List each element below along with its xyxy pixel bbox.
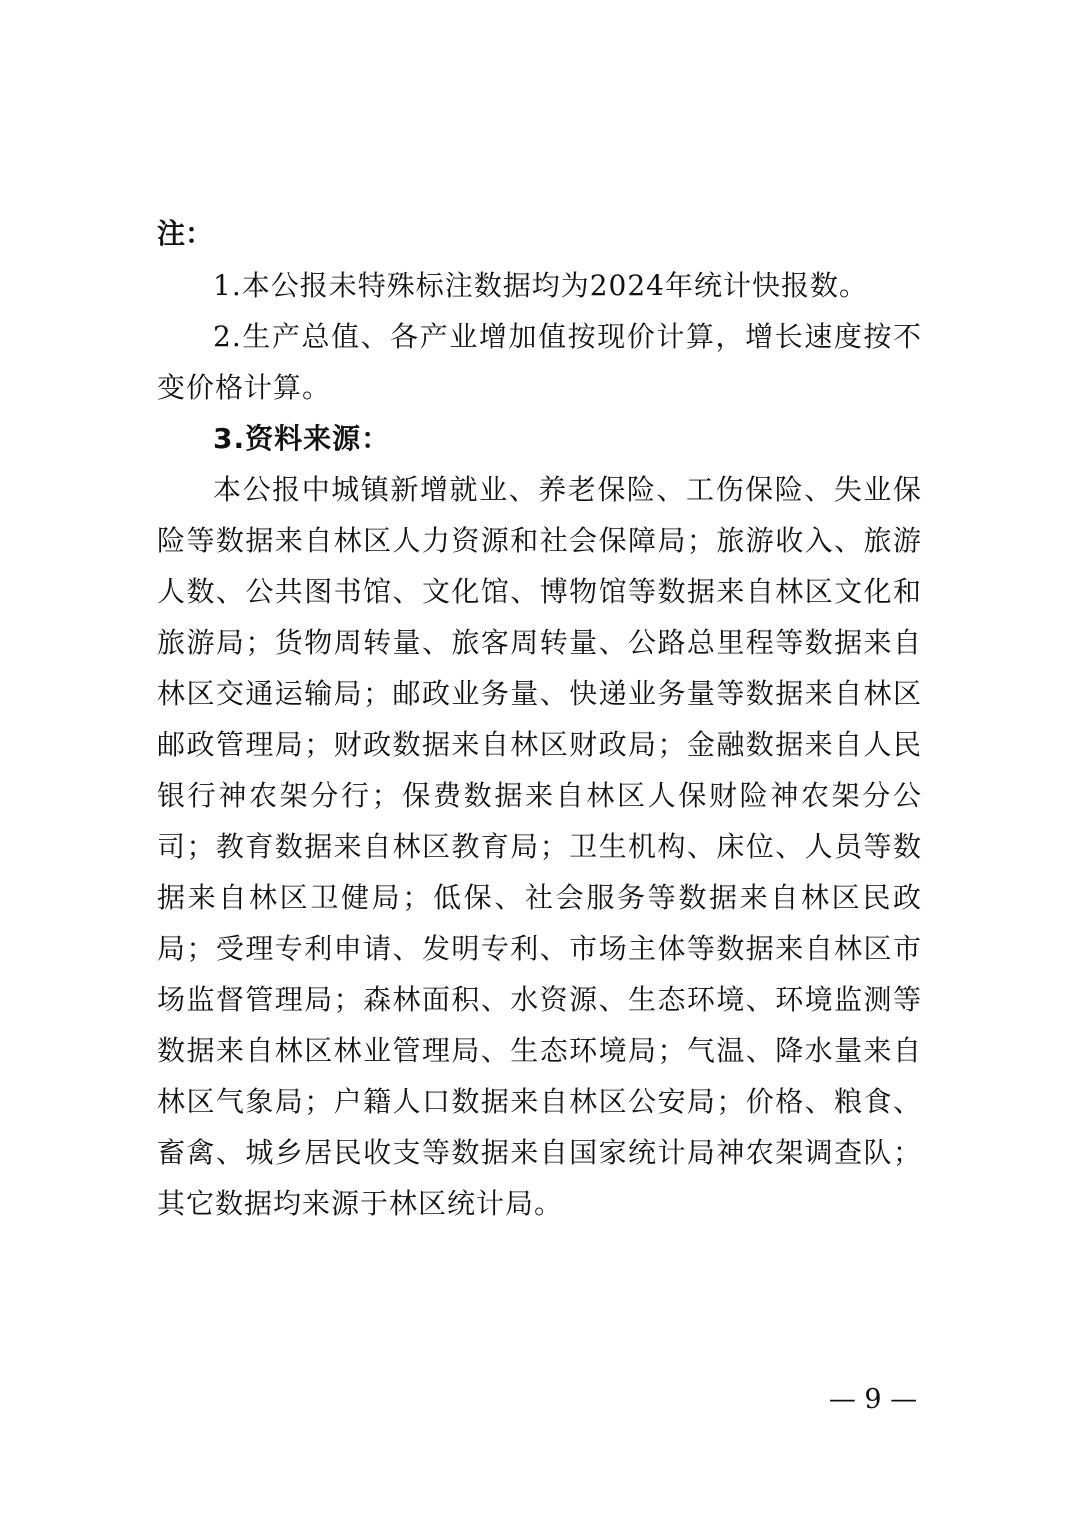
note-heading: 注： — [157, 217, 214, 250]
note-item-3-heading: 3.资料来源： — [213, 422, 391, 455]
note-item-2: 2.生产总值、各产业增加值按现价计算，增长速度按不变价格计算。 — [157, 320, 922, 404]
data-sources-paragraph: 本公报中城镇新增就业、养老保险、工伤保险、失业保险等数据来自林区人力资源和社会保障局；旅游收入、旅游人数、公共图书馆、文化馆、博物馆等数据来自林区文化和旅游局；货物周转量、旅客周转量、公路总里程等数据来自林区交通运输局；邮政业务量、快递业务量等数据来自林区邮政管理局；财政数据来自林区财政局；金融数据来自人民银行神农架分行；保费数据来自林区人保财险神农架分公司；教育数据来自林区教育局；卫生机构、床位、人员等数据来自林区卫健局；低保、社会服务等数据来自林区民政局；受理专利申请、发明专利、市场主体等数据来自林区市场监督管理局；森林面积、水资源、生态环境、环境监测等数据来自林区林业管理局、生态环境局；气温、降水量来自林区气象局；户籍人口数据来自林区公安局；价格、粮食、畜禽、城乡居民收支等数据来自国家统计局神农架调查队；其它数据均来源于林区统计局。 — [157, 473, 922, 1220]
page-number: — 9 — — [828, 1384, 918, 1415]
note-item-1: 1.本公报未特殊标注数据均为2024年统计快报数。 — [213, 269, 868, 302]
notes-section — [157, 208, 922, 1229]
